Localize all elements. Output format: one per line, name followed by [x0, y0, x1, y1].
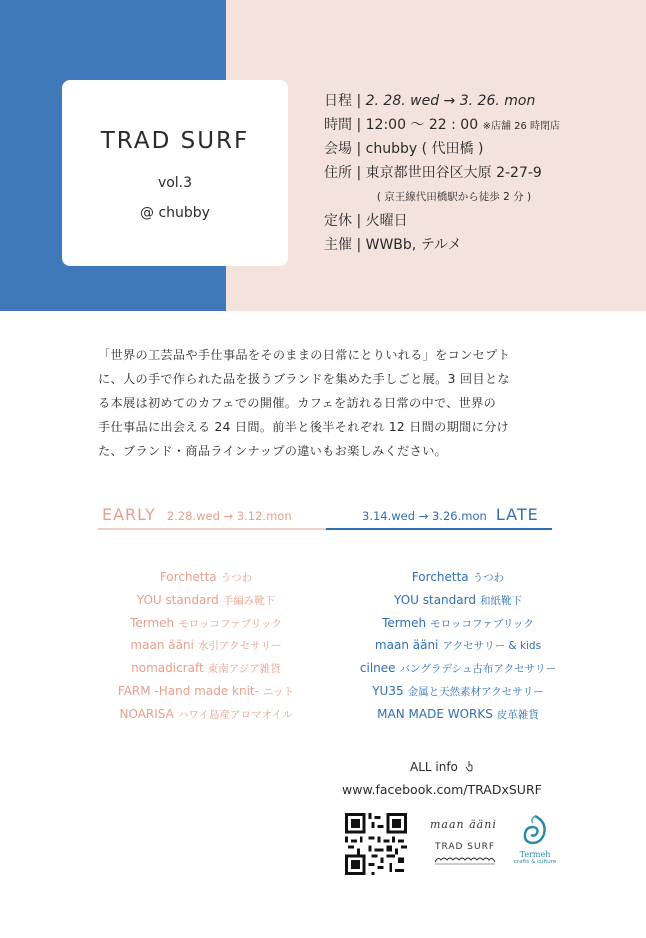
description-line: 手仕事品に出会える 24 日間。前半と後半それぞれ 12 日間の期間に分け — [98, 420, 510, 434]
description-line: た、ブランド・商品ラインナップの違いもお楽しみください。 — [98, 444, 448, 458]
brand-desc: 水引アクセサリー — [197, 640, 282, 653]
late-divider — [326, 528, 552, 530]
address-value: 東京都世田谷区大原 2-27-9 — [365, 165, 542, 181]
time-label: 時間 | — [324, 117, 366, 133]
waves-icon — [433, 853, 497, 867]
venue-row — [324, 137, 634, 161]
logo-termeh — [512, 814, 558, 865]
all-info — [410, 760, 475, 774]
closed-value: 火曜日 — [365, 213, 408, 229]
brand-desc: ハワイ島産アロマオイル — [177, 708, 293, 721]
list-item — [86, 657, 326, 680]
brand-desc: 金属と天然素材アクセサリー — [407, 685, 544, 698]
address-label: 住所 | — [324, 165, 366, 181]
event-volume: vol.3 — [157, 175, 193, 191]
logo-termeh-sub: crafts & culture — [513, 859, 557, 865]
list-item — [338, 589, 578, 612]
brand-desc: モロッコファブリック — [430, 617, 534, 630]
brand-name: maan ääni — [130, 638, 194, 653]
brand-desc: うつわ — [220, 572, 253, 584]
list-item — [338, 612, 578, 635]
time-row — [324, 113, 634, 137]
late-dates: 3.14.wed → 3.26.mon — [362, 509, 487, 523]
event-info — [324, 89, 634, 257]
logo-termeh-text: Termeh — [519, 850, 551, 859]
description-line: る本展は初めてのカフェでの開催。カフェを訪れる日常の中で、世界の — [98, 396, 497, 410]
event-title: TRAD SURF — [100, 128, 250, 154]
brand-name: FARM -Hand made knit- — [117, 683, 259, 698]
early-brand-list — [86, 566, 326, 726]
list-item — [86, 566, 326, 589]
brand-desc: モロッコファブリック — [178, 617, 282, 630]
all-info-label: ALL info — [410, 760, 458, 774]
brand-desc: 皮革雑貨 — [496, 708, 539, 721]
early-divider — [98, 528, 326, 530]
late-label: LATE — [495, 505, 539, 524]
pointer-hand-icon — [465, 760, 475, 772]
brand-name: MAN MADE WORKS — [377, 706, 493, 721]
early-label: EARLY — [102, 505, 156, 524]
list-item — [338, 657, 578, 680]
brand-name: YOU standard — [394, 592, 476, 607]
description-line: に、人の手で作られた品を扱うブランドを集めた手しごと展。3 回目とな — [98, 372, 510, 386]
qr-code[interactable] — [345, 813, 407, 875]
logo-trad-text: TRAD SURF — [434, 842, 496, 852]
venue-label: 会場 | — [324, 141, 366, 157]
logo-maan-aani — [430, 818, 497, 831]
brand-name: Termeh — [382, 615, 427, 630]
early-dates: 2.28.wed → 3.12.mon — [166, 509, 292, 523]
list-item — [86, 589, 326, 612]
closed-label: 定休 | — [324, 213, 366, 229]
brand-name: Termeh — [130, 615, 175, 630]
host-row — [324, 233, 634, 257]
late-heading — [362, 505, 539, 524]
venue-value: chubby ( 代田橋 ) — [365, 141, 484, 157]
brand-desc: 東南アジア雑貨 — [207, 663, 281, 676]
brand-name: YOU standard — [136, 592, 219, 607]
brand-desc: 和紙靴下 — [479, 594, 522, 607]
host-label: 主催 | — [324, 237, 366, 253]
list-item — [86, 703, 326, 726]
schedule-label: 日程 | — [324, 93, 366, 109]
late-brand-list — [338, 566, 578, 726]
schedule-value: 2. 28. wed → 3. 26. mon — [365, 93, 536, 109]
list-item — [86, 612, 326, 635]
brand-desc: ニット — [262, 685, 295, 698]
event-description — [98, 343, 558, 463]
list-item — [338, 634, 578, 657]
brand-desc: バングラデシュ古布アクセサリー — [399, 663, 557, 676]
brand-desc: アクセサリー & kids — [442, 640, 542, 653]
host-value: WWBb, テルメ — [365, 237, 462, 253]
brand-name: cilnee — [359, 661, 396, 676]
closed-row — [324, 209, 634, 233]
logo-maan-text: maan ääni — [430, 818, 497, 831]
logo-trad-surf — [430, 842, 500, 871]
time-value: 12:00 ～ 22 : 00 — [365, 117, 479, 133]
title-card — [62, 80, 288, 266]
list-item — [338, 566, 578, 589]
schedule-row — [324, 89, 634, 113]
access-note: ( 京王線代田橋駅から徒歩 2 分 ) — [376, 191, 532, 203]
termeh-paisley-icon — [520, 814, 550, 846]
list-item — [86, 680, 326, 703]
brand-name: NOARISA — [119, 706, 174, 721]
brand-desc: 手編み靴下 — [222, 594, 276, 607]
list-item — [338, 680, 578, 703]
brand-name: maan ääni — [374, 638, 439, 653]
brand-name: Forchetta — [411, 570, 469, 584]
address-row — [324, 161, 634, 185]
brand-name: nomadicraft — [131, 661, 204, 676]
facebook-link[interactable]: www.facebook.com/TRADxSURF — [342, 782, 542, 797]
brand-desc: うつわ — [472, 572, 505, 584]
brand-name: Forchetta — [159, 570, 217, 584]
list-item — [338, 703, 578, 726]
description-line: 「世界の工芸品や手仕事品をそのままの日常にとりいれる」をコンセプト — [98, 348, 511, 362]
event-venue-handle: @ chubby — [140, 205, 210, 221]
brand-name: YU35 — [372, 683, 404, 698]
list-item — [86, 634, 326, 657]
time-note: ※店舗 26 時閉店 — [482, 121, 561, 132]
early-heading — [102, 505, 292, 524]
